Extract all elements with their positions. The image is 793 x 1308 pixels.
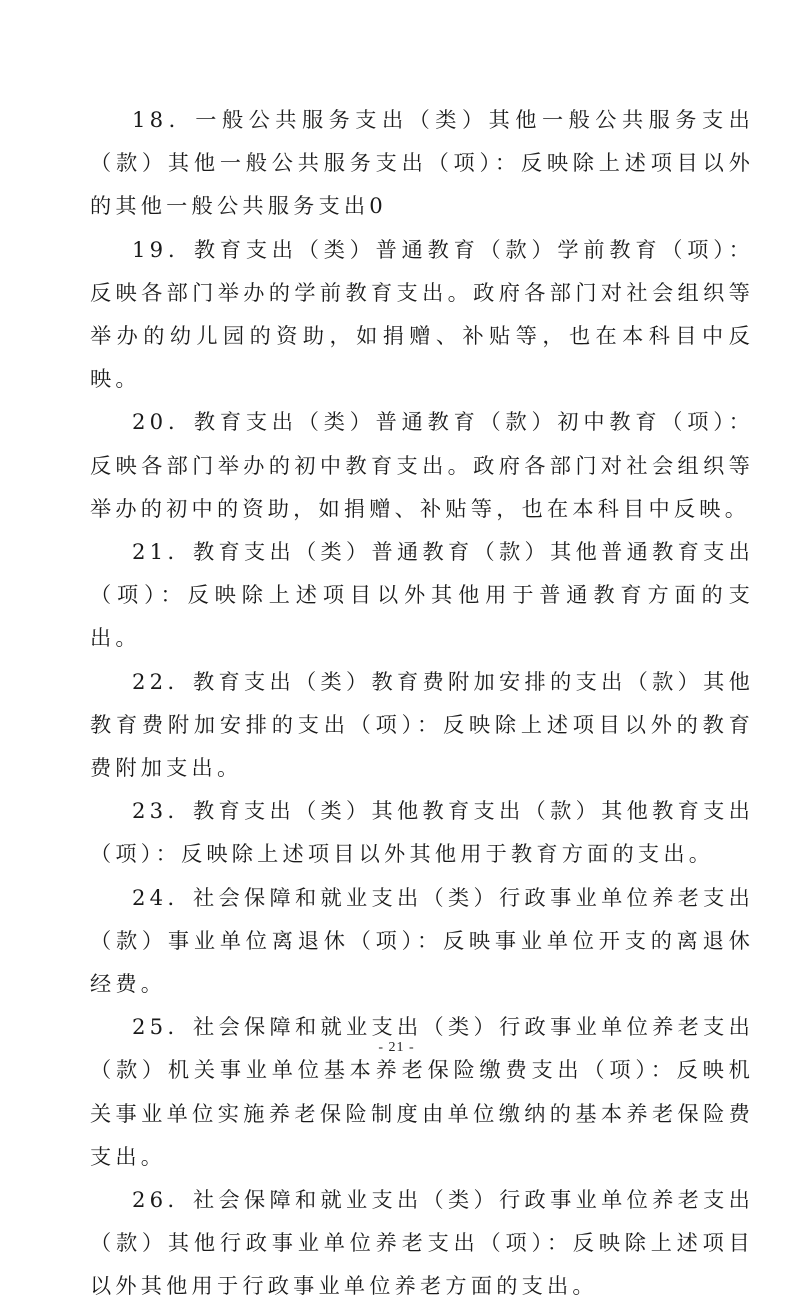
paragraph-item-21: 21．教育支出（类）普通教育（款）其他普通教育支出（项）：反映除上述项目以外其他用于普通教育方面的支出。	[90, 539, 754, 651]
page-number: - 21 -	[378, 1040, 415, 1055]
document-body	[90, 98, 754, 1308]
paragraph-item-19: 19．教育支出（类）普通教育（款）学前教育（项）：反映各部门举办的学前教育支出。政府各部门对社会组织等举办的幼儿园的资助，如捐赠、补贴等，也在本科目中反映。	[90, 236, 754, 392]
paragraph-item-26: 26．社会保障和就业支出（类）行政事业单位养老支出（款）其他行政事业单位养老支出（项）：反映除上述项目以外其他用于行政事业单位养老方面的支出。	[90, 1187, 754, 1299]
paragraph-item-18: 18．一般公共服务支出（类）其他一般公共服务支出（款）其他一般公共服务支出（项）：反映除上述项目以外的其他一般公共服务支出0	[90, 107, 754, 219]
paragraph-item-23: 23．教育支出（类）其他教育支出（款）其他教育支出（项）：反映除上述项目以外其他用于教育方面的支出。	[90, 798, 754, 867]
paragraph-item-24: 24．社会保障和就业支出（类）行政事业单位养老支出（款）事业单位离退休（项）：反映事业单位开支的离退休经费。	[90, 884, 754, 997]
paragraph-item-25: 25．社会保障和就业支出（类）行政事业单位养老支出（款）机关事业单位基本养老保险缴费支出（项）：反映机关事业单位实施养老保险制度由单位缴纳的基本养老保险费支出。	[90, 1014, 754, 1169]
paragraph-item-20: 20．教育支出（类）普通教育（款）初中教育（项）：反映各部门举办的初中教育支出。政府各部门对社会组织等举办的初中的资助，如捐赠、补贴等，也在本科目中反映。	[90, 409, 754, 521]
paragraph-item-22: 22．教育支出（类）教育费附加安排的支出（款）其他教育费附加安排的支出（项）：反映除上述项目以外的教育费附加支出。	[90, 668, 754, 781]
